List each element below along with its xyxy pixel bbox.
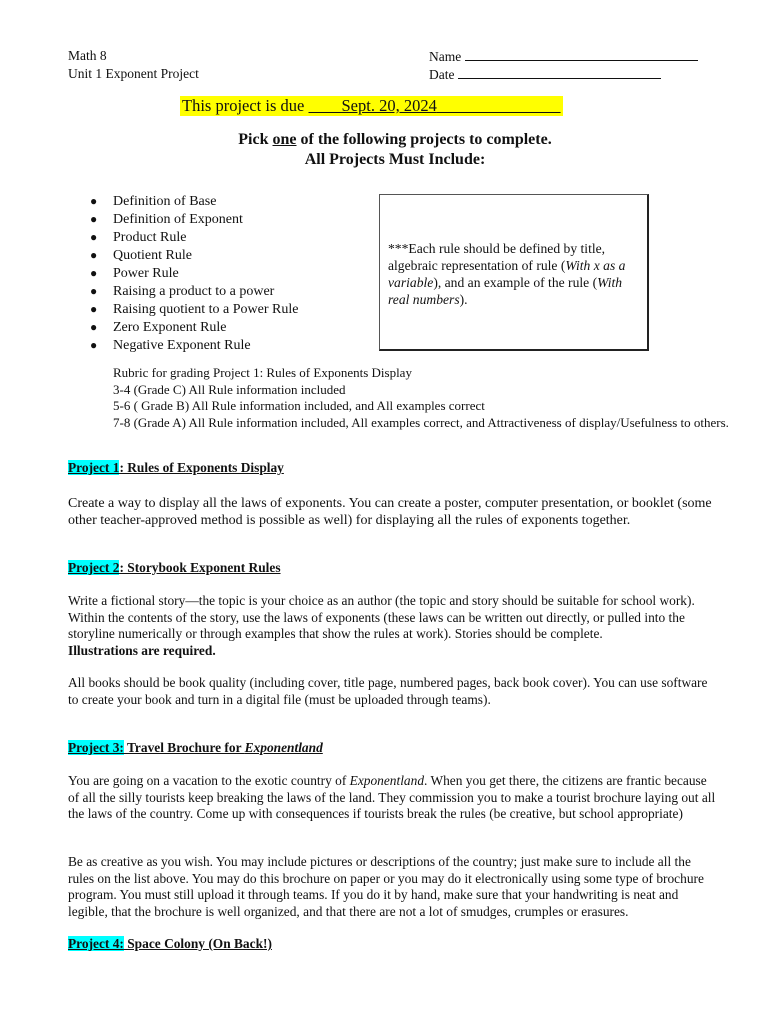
note-text-1: ***Each rule should be defined by title, algebraic representation of rule ( (388, 241, 606, 273)
due-date: Sept. 20, 2024 (341, 96, 437, 115)
project-2-description (68, 593, 718, 659)
rule-label: Negative Exponent Rule (113, 338, 251, 353)
bullet-icon: ● (90, 212, 98, 226)
list-item (90, 228, 298, 246)
list-item (90, 318, 298, 336)
course-label: Math 8 (68, 48, 107, 63)
rule-instructions-text (388, 240, 646, 308)
list-item (90, 264, 298, 282)
note-text-italic-2: With real numbers (388, 275, 623, 307)
project-2-illustrations-note: Illustrations are required. (68, 642, 216, 658)
bullet-icon: ● (90, 284, 98, 298)
rubric-line: 5-6 ( Grade B) All Rule information included, and All examples correct (113, 398, 485, 413)
note-text-italic-1: With x as a variable (388, 258, 626, 290)
pick-one-heading (0, 130, 768, 150)
project-2-book-quality: All books should be book quality (including cover, title page, numbered pages, back book cover). You can use software to create your book and turn in a digital file (must be uploaded through teams). (68, 675, 708, 707)
date-field[interactable] (429, 66, 661, 84)
project-3-title: Travel Brochure for (123, 740, 245, 755)
project-4-label: Project 4: (68, 936, 124, 951)
due-prefix: This project is due (182, 96, 309, 115)
heading-text-post: of the following projects to complete. (296, 131, 552, 148)
rule-label: Definition of Exponent (113, 212, 243, 227)
rule-instructions-box (379, 194, 649, 351)
rule-label: Power Rule (113, 266, 179, 281)
name-label: Name (429, 49, 462, 64)
date-blank[interactable] (458, 66, 661, 79)
heading-text-pre: Pick (238, 131, 273, 148)
project-4-heading (68, 936, 272, 953)
bullet-icon: ● (90, 320, 98, 334)
project-1-heading (68, 460, 284, 477)
rubric-title: Rubric for grading Project 1: Rules of Exponents Display (113, 365, 412, 380)
rule-label: Raising quotient to a Power Rule (113, 302, 299, 317)
due-blank-left (308, 96, 341, 115)
list-item (90, 282, 298, 300)
project-3-heading (68, 740, 323, 757)
project-3-creative-note: Be as creative as you wish. You may include pictures or descriptions of the country; just make sure to include all the rules on the list above. You may do this brochure on paper or you may do it electronically using some type of brochure program. You must still upload it through teams. If you do it by hand, make sure that your handwriting is neat and legible, that the brochure is well organized, and that there are not a lot of smudges, crumples or erasures. (68, 854, 704, 919)
rule-label: Quotient Rule (113, 248, 192, 263)
list-item (90, 336, 298, 354)
bullet-icon: ● (90, 230, 98, 244)
name-blank[interactable] (465, 48, 698, 61)
heading-text-one: one (272, 131, 297, 148)
bullet-icon: ● (90, 248, 98, 262)
list-item (90, 300, 298, 318)
bullet-icon: ● (90, 266, 98, 280)
project-2-heading (68, 560, 281, 577)
rubric (113, 365, 733, 431)
project-3-body-b: . When you get there, the citizens are frantic because of all the silly tourists keep breaking the laws of the land. They commission you to make a tourist brochure laying out all the laws of the country. Come up with consequences if tourists break the rules (be creative, but school appropriate) (68, 773, 716, 822)
bullet-icon: ● (90, 194, 98, 208)
project-3-body-italic: Exponentland (349, 773, 425, 788)
date-label: Date (429, 67, 455, 82)
note-text-3: ). (459, 292, 468, 307)
unit-label: Unit 1 Exponent Project (68, 66, 199, 81)
list-item (90, 192, 298, 210)
rule-label: Zero Exponent Rule (113, 320, 227, 335)
project-2-body: Write a fictional story—the topic is your choice as an author (the topic and story should be suitable for school work). Within the contents of the story, use the laws of exponents (these laws can be written out directly, or pulled into the storyline numerically or through examples that show the rules at work). Stories should be complete. (68, 593, 695, 642)
project-3-description (68, 773, 718, 823)
rules-list (90, 192, 298, 354)
list-item (90, 246, 298, 264)
project-2-label: Project 2 (68, 560, 120, 575)
note-text-2: ), and an example of the rule ( (433, 275, 598, 290)
project-1-title: : Rules of Exponents Display (119, 460, 284, 475)
due-blank-right (437, 96, 561, 115)
rule-label: Definition of Base (113, 194, 217, 209)
project-2-title: : Storybook Exponent Rules (119, 560, 281, 575)
project-3-label: Project 3: (68, 740, 124, 755)
project-1-description: Create a way to display all the laws of exponents. You can create a poster, computer presentation, or booklet (some other teacher-approved method is possible as well) for displaying all the rules of exponents together. (68, 496, 712, 528)
project-1-label: Project 1 (68, 460, 120, 475)
must-include-heading: All Projects Must Include: (304, 151, 486, 168)
project-3-body-a: You are going on a vacation to the exotic country of (68, 773, 350, 788)
due-date-banner (180, 96, 563, 116)
rule-label: Raising a product to a power (113, 284, 275, 299)
name-field[interactable] (429, 48, 698, 66)
project-3-title-italic: Exponentland (244, 740, 323, 755)
project-4-title: Space Colony (On Back!) (123, 936, 272, 951)
list-item (90, 210, 298, 228)
rubric-line: 3-4 (Grade C) All Rule information included (113, 381, 346, 397)
bullet-icon: ● (90, 302, 98, 316)
rubric-line: 7-8 (Grade A) All Rule information included, All examples correct, and Attractiveness of display/Usefulness to others. (113, 414, 729, 430)
bullet-icon: ● (90, 338, 98, 352)
rule-label: Product Rule (113, 230, 187, 245)
